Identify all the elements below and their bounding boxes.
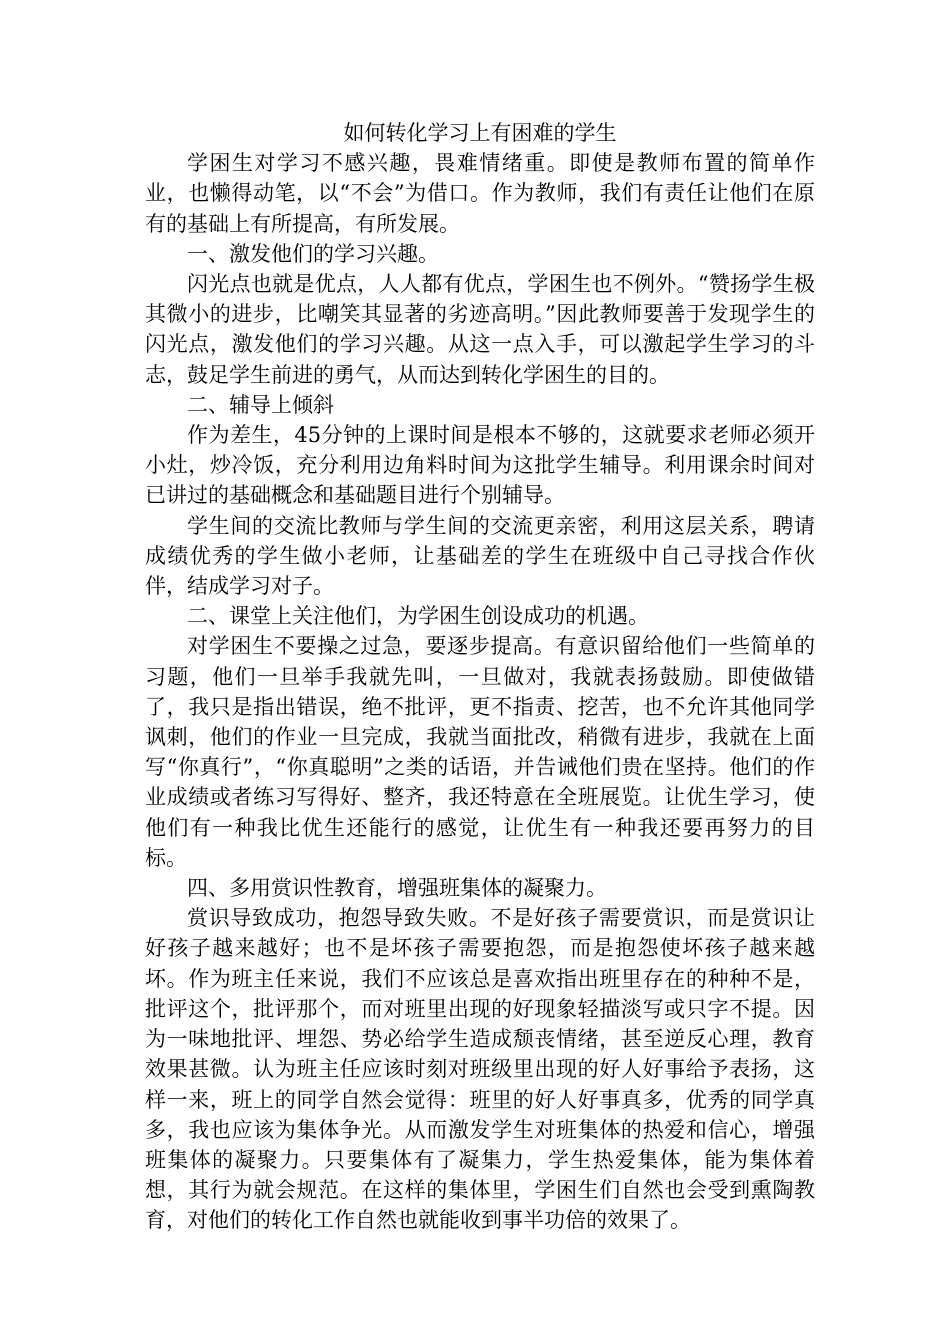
- document-title: 如何转化学习上有困难的学生: [343, 121, 617, 145]
- section-heading-4: 四、多用赏识性教育，增强班集体的凝聚力。: [187, 876, 607, 901]
- intro-paragraph: 学困生对学习不感兴趣，畏难情绪重。即使是教师布置的简单作业，也懒得动笔，以“不会”为借口。作为教师，我们有责任让他们在原有的基础上有所提高，有所发展。: [145, 151, 815, 236]
- section-heading-1: 一、激发他们的学习兴趣。: [187, 241, 439, 266]
- body-paragraph: 学生间的交流比教师与学生间的交流更亲密，利用这层关系，聘请成绩优秀的学生做小老师，让基础差的学生在班级中自己寻找合作伙伴，结成学习对子。: [145, 513, 815, 599]
- document-page: [145, 118, 815, 1236]
- section-heading-2: 二、辅导上倾斜: [187, 392, 334, 417]
- body-paragraph: 作为差生，45分钟的上课时间是根本不够的，这就要求老师必须开小灶，炒冷饭，充分利用边角料时间为这批学生辅导。利用课余时间对已讲过的基础概念和基础题目进行个别辅导。: [145, 423, 815, 508]
- section-heading-3: 二、课堂上关注他们，为学困生创设成功的机遇。: [187, 604, 649, 629]
- body-paragraph: 对学困生不要操之过急，要逐步提高。有意识留给他们一些简单的习题，他们一旦举手我就先叫，一旦做对，我就表扬鼓励。即使做错了，我只是指出错误，绝不批评，更不指责、挖苦，也不允许其他同学讽刺，他们的作业一旦完成，我就当面批改，稍微有进步，我就在上面写“你真行”，“你真聪明”之类的话语，并告诫他们贵在坚持。他们的作业成绩或者练习写得好、整齐，我还特意在全班展览。让优生学习，使他们有一种我比优生还能行的感觉，让优生有一种我还要再努力的目标。: [145, 634, 815, 870]
- body-paragraph: 闪光点也就是优点，人人都有优点，学困生也不例外。“赞扬学生极其微小的进步，比嘲笑其显著的劣迹高明。”因此教师要善于发现学生的闪光点，激发他们的学习兴趣。从这一点入手，可以激起学生学习的斗志，鼓足学生前进的勇气，从而达到转化学困生的目的。: [145, 272, 815, 387]
- body-paragraph: 赏识导致成功，抱怨导致失败。不是好孩子需要赏识，而是赏识让好孩子越来越好；也不是坏孩子需要抱怨，而是抱怨使坏孩子越来越坏。作为班主任来说，我们不应该总是喜欢指出班里存在的种种不是，批评这个，批评那个，而对班里出现的好现象轻描淡写或只字不提。因为一味地批评、埋怨、势必给学生造成颓丧情绪，甚至逆反心理，教育效果甚微。认为班主任应该时刻对班级里出现的好人好事给予表扬，这样一来，班上的同学自然会觉得：班里的好人好事真多，优秀的同学真多，我也应该为集体争光。从而激发学生对班集体的热爱和信心，增强班集体的凝聚力。只要集体有了凝集力，学生热爱集体，能为集体着想，其行为就会规范。在这样的集体里，学困生们自然也会受到熏陶教育，对他们的转化工作自然也就能收到事半功倍的效果了。: [145, 906, 815, 1233]
